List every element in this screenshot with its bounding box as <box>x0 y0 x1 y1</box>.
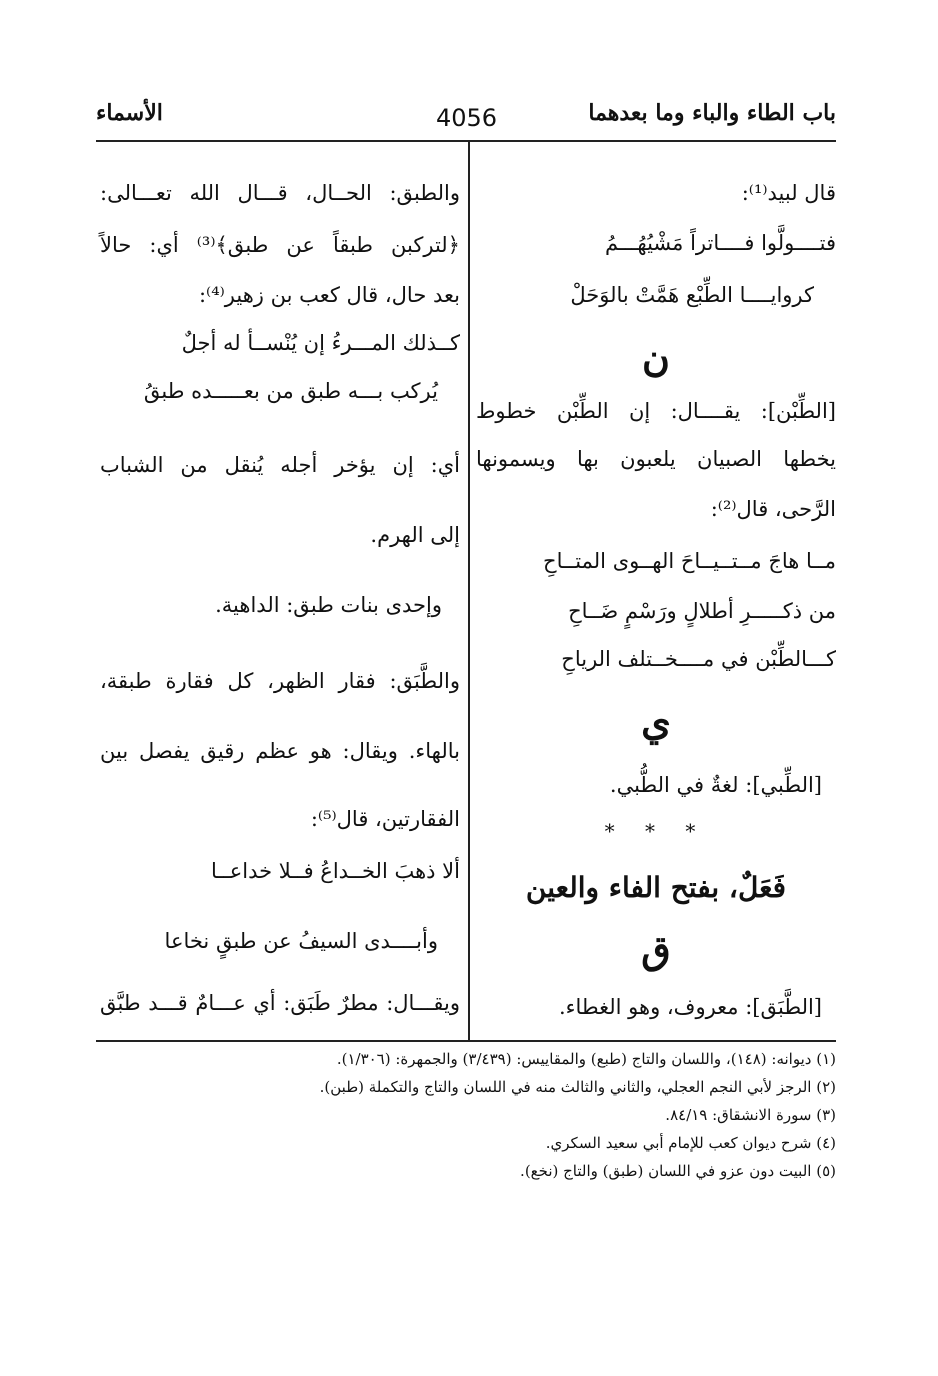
footnote: (١) ديوانه: (١٤٨)، واللسان والتاج (طبع) والمقاييس: (٣/٤٣٩) والجمهرة: (١/٣٠٦). <box>336 1050 836 1068</box>
text-line: أي: إن يؤخر أجله يُنقل من الشباب <box>100 453 460 477</box>
text-line: الرَّحى، قال⁽²⁾: <box>710 497 836 521</box>
text-line: يخطها الصبيان يلعبون بها ويسمونها <box>476 447 836 471</box>
verse-line: يُركب بـــه طبق من بعـــــده طبقُ <box>143 379 438 403</box>
verse-line: وأبــــدى السيفُ عن طبقٍ نخاعا <box>164 929 438 953</box>
text-line: ويقـــال: مطرٌ طَبَق: أي عـــامٌ قـــد طبَّق <box>100 991 460 1015</box>
text-line: والطَّبَق: فقار الظهر، كل فقارة طبقة، <box>100 669 460 693</box>
page-number: 4056 <box>436 104 498 132</box>
footnote: (٥) البيت دون عزو في اللسان (طبق) والتاج (نخع). <box>520 1162 836 1180</box>
verse-line: مــا هاجَ مــتــيــاحَ الهــوى المتــاحِ <box>543 549 836 573</box>
text-line: [الطَّبَق]: معروف، وهو الغطاء. <box>558 995 822 1019</box>
verse-line: كــذلك المـــرءُ إن يُنْســأ له أجلٌ <box>181 331 460 355</box>
section-title: الأسماء <box>96 100 163 126</box>
letter-heading: ي <box>641 699 671 744</box>
verse-line: كـــالطِّبْن في مــــخــتلف الرياحِ <box>561 647 836 671</box>
verse-line: من ذكـــــرِ أطلالٍ ورَسْمٍ ضَــاحِ <box>568 599 836 623</box>
footnote-rule <box>96 1040 836 1042</box>
text-line: والطبق: الحــال، قـــال الله تعـــالى: <box>100 181 460 205</box>
page-header <box>96 96 836 136</box>
verse-line: فتــــولَّوا فــــاتراً مَشْيُهُـــمُ <box>604 231 836 255</box>
text-line: قال لبيد⁽¹⁾: <box>741 181 836 205</box>
footnote: (٢) الرجز لأبي النجم العجلي، والثاني والثالث منه في اللسان والتاج والتكملة (طبن). <box>319 1078 836 1096</box>
text-line: إلى الهرم. <box>370 523 460 547</box>
footnote: (٤) شرح ديوان كعب للإمام أبي سعيد السكري. <box>545 1134 836 1152</box>
letter-heading: ن <box>642 335 670 380</box>
letter-heading: ق <box>641 927 671 972</box>
footnotes <box>100 1048 836 1188</box>
footnote: (٣) سورة الانشقاق: ٨٤/١٩. <box>665 1106 836 1124</box>
section-heading: فَعَلٌ، بفتح الفاء والعين <box>525 871 787 904</box>
text-line: بعد حال، قال كعب بن زهير⁽⁴⁾: <box>198 283 460 307</box>
text-line: [الطِّبي]: لغةٌ في الطُّبي. <box>609 773 822 797</box>
text-line: وإحدى بنات طبق: الداهية. <box>215 593 442 617</box>
verse-line: كروايــــا الطِّبْع هَمَّتْ بالوَحَلْ <box>570 283 814 307</box>
text-line: ﴿لتركبن طبقاً عن طبق﴾⁽³⁾ أي: حالاً <box>100 233 460 257</box>
column-divider <box>468 142 470 1040</box>
separator-stars: * * * <box>604 819 708 843</box>
header-rule <box>96 140 836 142</box>
chapter-title: باب الطاء والباء وما بعدهما <box>588 100 836 126</box>
text-line: بالهاء. ويقال: هو عظم رقيق يفصل بين <box>100 739 460 763</box>
text-line: [الطِّبْن]: يقــــال: إن الطِّبْن خطوط <box>476 399 836 423</box>
text-line: الفقارتين، قال⁽⁵⁾: <box>310 807 460 831</box>
verse-line: ألا ذهبَ الخــداعُ فــلا خداعــا <box>211 859 460 883</box>
